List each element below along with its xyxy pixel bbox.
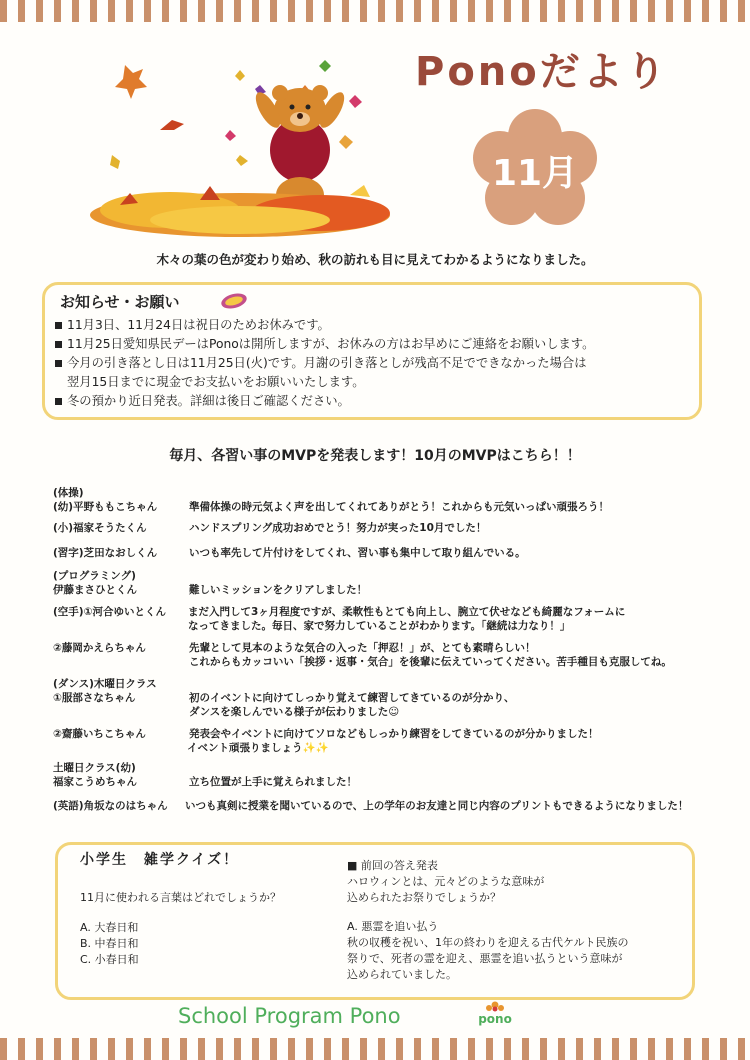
- mvp-message: 初のイベントに向けてしっかり覚えて練習してきているのが分かり、: [189, 692, 515, 704]
- previous-question-line: 込められたお祭りでしょうか？: [347, 891, 501, 904]
- mvp-name: (小)福家そうたくん: [53, 522, 147, 534]
- mvp-message: 難しいミッションをクリアしました！: [189, 584, 368, 596]
- previous-answer: A. 悪霊を追い払う: [347, 920, 439, 933]
- mvp-category: (体操): [53, 487, 84, 499]
- notice-item: 今月の引き落とし日は11月25日(火)です。月謝の引き落としが残高不足でできなかった場合は: [55, 354, 695, 373]
- mvp-message: ハンドスプリング成功おめでとう！努力が実った10月でした！: [189, 522, 487, 534]
- mvp-message: いつも真剣に授業を聞いているので、上の学年のお友達と同じ内容のプリントもできるようになりました！: [185, 800, 689, 812]
- notice-list: [55, 316, 695, 411]
- mvp-name: (空手)①河合ゆいとくん: [53, 606, 166, 618]
- notice-item: 11月25日愛知県民デーはPonoは開所しますが、お休みの方はお早めにご連絡をお願いします。: [55, 335, 695, 354]
- notice-item: 冬の預かり近日発表。詳細は後日ご確認ください。: [55, 392, 695, 411]
- previous-explanation-line: 秋の収穫を祝い、1年の終わりを迎える古代ケルト民族の: [347, 936, 629, 949]
- mvp-message: ダンスを楽しんでいる様子が伝わりました☺: [189, 706, 400, 718]
- mvp-name: (英語)角坂なのはちゃん: [53, 800, 168, 812]
- mvp-name: ②齋藤いちこちゃん: [53, 728, 146, 740]
- bear-autumn-leaves-illustration: [90, 55, 400, 245]
- mvp-message: これからもカッコいい「挨拶・返事・気合」を後輩に伝えていってください。苦手種目も克服してね。: [189, 656, 672, 668]
- bottom-stripe-border: [0, 1038, 750, 1060]
- notice-item: 11月3日、11月24日は祝日のためお休みです。: [55, 316, 695, 335]
- mvp-name: 福家こうめちゃん: [53, 776, 137, 788]
- mvp-message: なってきました。毎日、家で努力していることがわかります。「継続は力なり！」: [188, 620, 571, 632]
- quiz-option: C. 小春日和: [80, 953, 139, 966]
- notice-title: お知らせ・お願い: [60, 293, 180, 311]
- mvp-message: まだ入門して3ヶ月程度ですが、柔軟性もとても向上し、腕立て伏せなども綺麗なフォームに: [188, 606, 626, 618]
- mvp-name: 伊藤まさひとくん: [53, 584, 137, 596]
- mvp-message: 準備体操の時元気よく声を出してくれてありがとう！これからも元気いっぱい頑張ろう！: [189, 501, 609, 513]
- intro-text: 木々の葉の色が変わり始め、秋の訪れも目に見えてわかるようになりました。: [156, 252, 594, 267]
- mvp-message: 先輩として見本のような気合の入った「押忍！」が、とても素晴らしい！: [189, 642, 536, 654]
- quiz-title: 小学生 雑学クイズ！: [80, 852, 240, 868]
- previous-explanation-line: 込められていました。: [347, 968, 457, 981]
- quiz-question: 11月に使われる言葉はどれでしょうか？: [80, 891, 281, 904]
- footer-text: School Program Pono: [178, 1004, 401, 1028]
- quiz-option: B. 中春日和: [80, 937, 139, 950]
- newsletter-title: Ponoだより: [415, 49, 669, 95]
- mvp-category: (プログラミング): [53, 570, 136, 582]
- mvp-heading: 毎月、各習い事のMVPを発表します！10月のMVPはこちら！！: [169, 448, 581, 464]
- mvp-message: 立ち位置が上手に覚えられました！: [189, 776, 357, 788]
- previous-question-line: ハロウィンとは、元々どのような意味が: [347, 875, 545, 888]
- sweet-potato-icon: [218, 289, 250, 311]
- mvp-message: イベント頑張りましょう✨✨: [187, 742, 329, 754]
- mvp-message: 発表会やイベントに向けてソロなどもしっかり練習をしてきているのが分かりました！: [189, 728, 599, 740]
- mvp-message: いつも率先して片付けをしてくれ、習い事も集中して取り組んでいる。: [189, 547, 526, 559]
- mvp-name: (習字)芝田なおしくん: [53, 547, 158, 559]
- pono-logo-text: pono: [478, 1012, 512, 1026]
- mvp-category: 土曜日クラス(幼): [53, 762, 136, 774]
- previous-explanation-line: 祭りで、死者の霊を迎え、悪霊を追い払うという意味が: [347, 952, 623, 965]
- month-label: 11月: [491, 153, 579, 194]
- mvp-name: (幼)平野ももこちゃん: [53, 501, 158, 513]
- quiz-option: A. 大春日和: [80, 921, 139, 934]
- mvp-name: ①服部さなちゃん: [53, 692, 136, 704]
- previous-answer-title: ■ 前回の答え発表: [347, 859, 438, 872]
- mvp-category: (ダンス)木曜日クラス: [53, 678, 157, 690]
- notice-item-continuation: 翌月15日までに現金でお支払いをお願いいたします。: [67, 375, 365, 389]
- mvp-name: ②藤岡かえらちゃん: [53, 642, 146, 654]
- top-stripe-border: [0, 0, 750, 22]
